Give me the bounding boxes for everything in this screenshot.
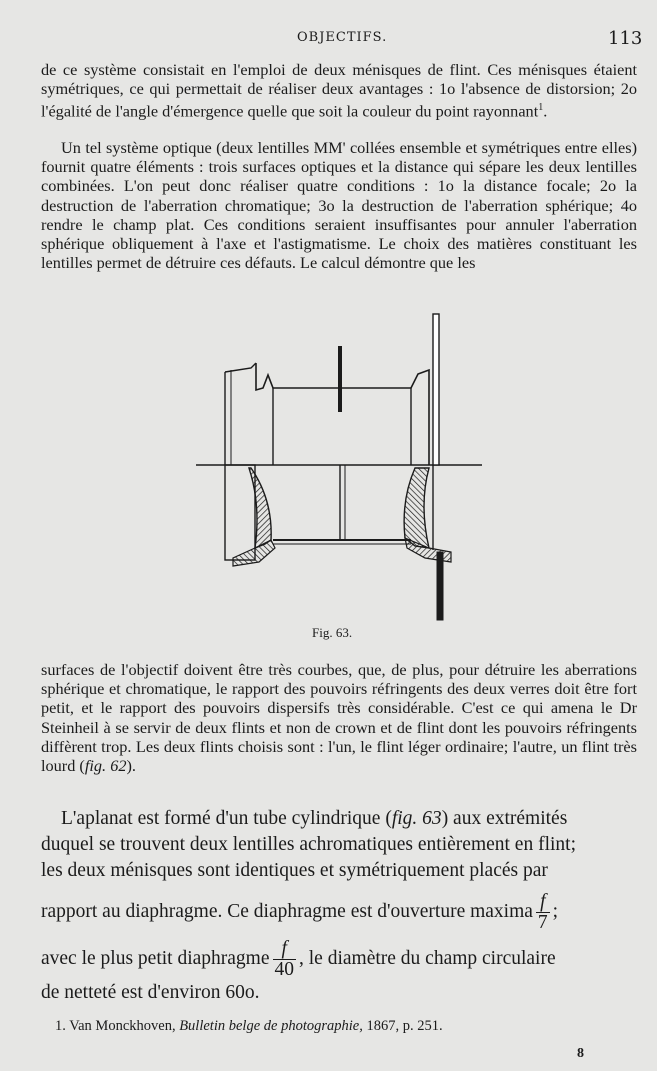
right-mount [433,314,439,465]
diaphragm [338,346,342,412]
tube-outline [256,363,429,465]
aplanat-line-1-b: ) aux extrémités [441,808,568,829]
aplanat-line-1 [41,806,637,832]
footnote-ref[interactable]: 1 [538,102,544,114]
aplanat-line-4 [41,892,637,933]
figure-reference-62[interactable]: fig. 62 [84,756,127,776]
aplanat-line-1-a: L'aplanat est formé d'un tube cylindrique ( [61,808,392,829]
fraction-2-numerator: f [273,939,297,960]
paragraph-1-end: . [543,101,548,121]
fraction-1-numerator: f [536,892,550,913]
fraction-2-denominator: 40 [274,959,294,980]
paragraph-2-text: Un tel système optique (deux lentilles MM' collées ensemble et symétriques entre elles) fournit quatre éléments : trois surfaces optiques et la distance qui sépare les deux lentilles combinées. L'on peut donc réaliser quatre conditions : 1o la distance focale; 2o la destruction de l'aberration chromatique; 3o la destruction de l'aberration sphérique; 4o rendre le champ plat. Ces conditions seraient insuffisantes pour annuler l'aberration sphérique obliquement à l'axe et l'astigmatisme. Le choix des matières constituant les lentilles permet de détruire ces défauts. Le calcul démontre que les [41,138,637,273]
page-number: 113 [608,28,643,49]
footnote-journal: Bulletin belge de photographie, [179,1018,363,1034]
left-lens [249,468,271,548]
paragraph-3-text: surfaces de l'objectif doivent être très courbes, que, de plus, pour détruire les aberrations sphérique et chromatique, le rapport des pouvoirs réfringents des deux verres doit être fort petit, et le rapport des pouvoirs dispersifs très considérable. C'est ce qui amena le Dr Steinheil à se servir de deux flints et non de crown et de flint dont les pouvoirs réfringents diffèrent trop. Les deux flints choisis sont : l'un, le flint léger ordinaire; l'autre, un flint très lourd ( [41,660,637,776]
aplanat-line-2: duquel se trouvent deux lentilles achromatiques entièrement en flint; [41,834,577,855]
figure-caption: Fig. 63. [312,625,353,640]
aplanat-line-3: les deux ménisques sont identiques et symétriquement placés par [41,860,548,881]
paragraph-2 [41,138,637,272]
aplanat-line-6: de netteté est d'environ 60o. [41,982,260,1003]
aplanat-lens-diagram [193,300,493,640]
running-title: OBJECTIFS. [297,30,388,45]
footnote [55,1018,635,1035]
running-head [0,28,657,50]
left-flange [225,465,255,560]
paragraph-3 [41,660,637,775]
right-lens [404,468,429,548]
figure-63 [193,300,493,640]
paragraph-aplanat [41,806,637,1006]
aplanat-line-5-a: avec le plus petit diaphragme [41,947,270,969]
paragraph-3-end: ). [126,756,136,776]
paragraph-1 [41,60,637,121]
aplanat-line-5-b: , le diamètre du champ circulaire [299,947,556,969]
paragraph-1-text: de ce système consistait en l'emploi de deux ménisques de flint. Ces ménisques étaient symétriques, ce qui permettait de réaliser deux avantages : 1o l'absence de distorsion; 2o l'égalité de l'angle d'émergence quelle que soit la couleur du point rayonnant [41,60,637,121]
footnote-number: 1. [55,1018,66,1034]
footnote-details: 1867, p. 251. [366,1018,443,1034]
aplanat-line-4-end: ; [552,900,559,922]
aplanat-line-4-text: rapport au diaphragme. Ce diaphragme est d'ouverture maxima [41,900,533,922]
signature-mark: 8 [577,1046,584,1061]
fraction-f-over-7 [536,892,550,933]
footnote-author: Van Monckhoven, [69,1018,176,1034]
figure-reference-63[interactable]: fig. 63 [391,808,442,829]
fraction-f-over-40 [273,939,297,980]
aplanat-line-5 [41,939,637,980]
fraction-1-denominator: 7 [537,912,548,933]
